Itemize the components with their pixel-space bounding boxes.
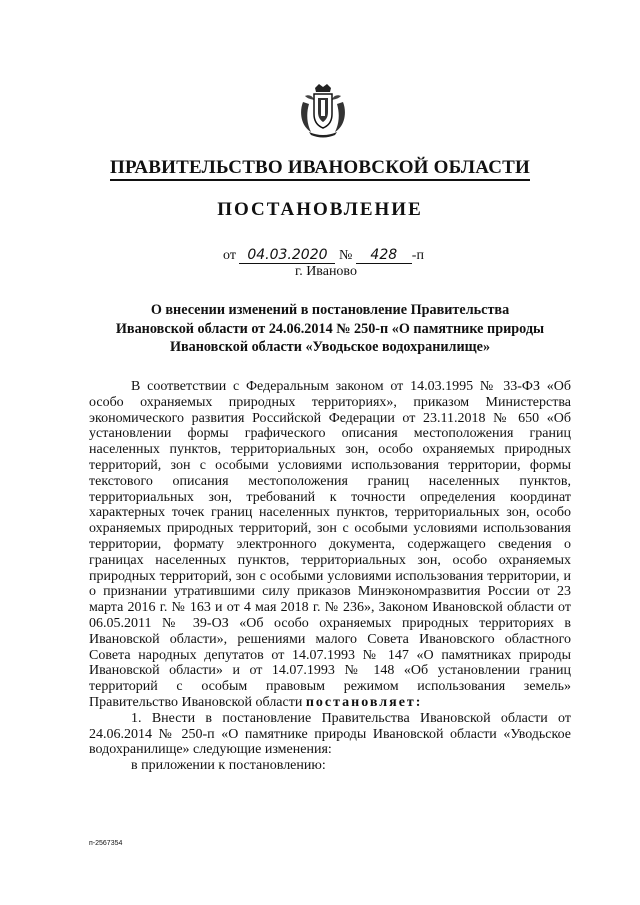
subject-line-2: Ивановской области от 24.06.2014 № 250-п «О памятнике природы [115, 320, 545, 337]
footer-code: п-2567354 [89, 840, 123, 847]
org-title-text: ПРАВИТЕЛЬСТВО ИВАНОВСКОЙ ОБЛАСТИ [110, 157, 530, 181]
subject-line-1: О внесении изменений в постановление Правительства [150, 302, 510, 318]
preamble-text: В соответствии с Федеральным законом от 14.03.1995 № 33-ФЗ «Об особо охраняемых природных территориях», приказом Министерства экономического развития Российской Федерации от 23.11.2018 № 650 «Об установлении формы графического описания местоположения границ населенных пунктов, территориальных зон, особо охраняемых природных территорий, зон с особыми условиями использования территории, формы текстового описания местоположения границ населенных пунктов, территориальных зон, требований к точности определения координат характерных точек границ населенных пунктов, территориальных зон, особо охраняемых природных территорий, зон с особыми условиями использования территории, формату электронного документа, содержащего сведения о границах населенных пунктов, территориальных зон, особо охраняемых природных территорий, зон с особыми условиями использования территории, и о признании утратившими силу приказов Минэкономразвития России от 23 марта 2016 г. № 163 и от 4 мая 2018 г. № 236», Законом Ивановской области от 06.05.2011 № 39-ОЗ «Об особо охраняемых природных территориях в Ивановской области», решениями малого Совета Ивановского областного Совета народных депутатов от 14.07.1993 № 147 «О памятниках природы Ивановской области» и от 14.07.1993 № 148 «Об установлении границ территорий с особым правовым режимом использования земель» Правительство Ивановской области [89, 379, 571, 710]
number-value: 428 [356, 247, 412, 264]
org-title [0, 157, 640, 179]
item-1-paragraph: 1. Внести в постановление Правительства Ивановской области от 24.06.2014 № 250-п «О памятнике природы Ивановской области «Уводьское водохранилище» следующие изменения: [89, 710, 571, 758]
number-suffix: -п [411, 248, 424, 263]
preamble-paragraph [89, 379, 571, 711]
subject-line-3: Ивановской области «Уводьское водохранилище» [169, 339, 491, 355]
item-2-paragraph: в приложении к постановлению: [131, 758, 326, 774]
date-prefix: от [223, 248, 236, 263]
number-sign: № [338, 248, 353, 263]
subject-heading [90, 301, 570, 357]
coat-of-arms-icon [295, 82, 351, 138]
document-body [89, 379, 571, 774]
resolves-word: постановляет: [305, 694, 423, 710]
date-number-line [223, 247, 424, 264]
city: г. Иваново [295, 264, 357, 279]
date-value: 04.03.2020 [239, 247, 335, 264]
document-type: ПОСТАНОВЛЕНИЕ [217, 199, 423, 220]
